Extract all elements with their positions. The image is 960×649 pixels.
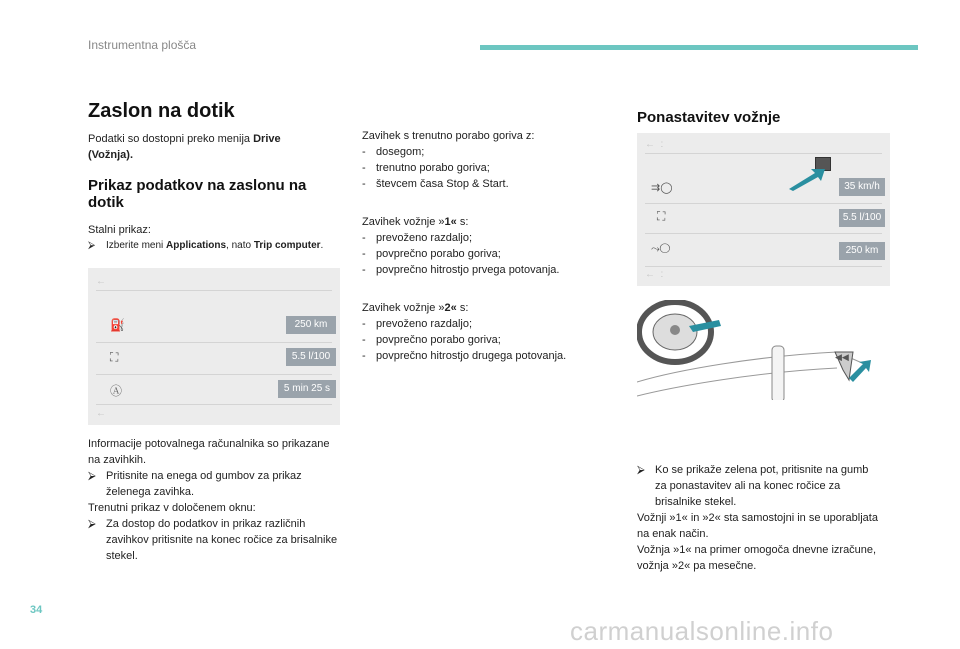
info-text-2: Trenutni prikaz v določenem oknu:	[88, 502, 256, 514]
column-left	[88, 100, 338, 253]
step-bullet	[88, 238, 338, 253]
reset-para-2: Vožnja »1« na primer omogoča dnevne izračune, vožnja »2« pa mesečne.	[637, 544, 877, 572]
stop-start-icon: Ⓐ	[110, 384, 123, 398]
arrow-pointer-icon	[789, 167, 829, 191]
trip2-intro: Zavihek vožnje »2« s:	[362, 302, 469, 314]
list-item: - povprečno porabo goriva;	[362, 248, 501, 260]
watermark: carmanualsonline.info	[570, 616, 834, 646]
intro-plain: Podatki so dostopni preko menija	[88, 133, 254, 145]
fuel-consumption-icon: ⛶	[110, 350, 119, 364]
trip-computer-screen	[88, 268, 340, 425]
reset-para-1: Vožnji »1« in »2« sta samostojni in se uporabljata na enak način.	[637, 512, 878, 540]
svg-text:◀◀: ◀◀	[835, 353, 849, 363]
page-number: 34	[30, 604, 43, 616]
trip1-intro: Zavihek vožnje »1« s:	[362, 216, 469, 228]
intro-bold-2: (Vožnja).	[88, 149, 134, 161]
list-item: - števcem časa Stop & Start.	[362, 178, 509, 190]
consumption-value: 5.5 l/100	[839, 209, 885, 227]
subtitle: Prikaz podatkov na zaslonu na dotik	[88, 177, 307, 211]
page-title: Zaslon na dotik	[88, 100, 235, 122]
info-block	[88, 436, 340, 564]
list-item: - prevoženo razdaljo;	[362, 232, 473, 244]
info-bullet-2: ⮚ Za dostop do podatkov in prikaz različnih zavihkov pritisnite na konec ročice za brisalnike stekel.	[88, 518, 338, 562]
list-item: - trenutno porabo goriva;	[362, 162, 490, 174]
header-accent-bar	[480, 45, 918, 50]
list-item: - povprečno porabo goriva;	[362, 334, 501, 346]
section-title: Instrumentna plošča	[88, 38, 197, 52]
stop-start-value: 5 min 25 s	[278, 380, 336, 398]
back-arrow-bottom-icon[interactable]: ← :	[645, 269, 664, 280]
steering-wheel-illustration	[637, 300, 890, 400]
list-item: - povprečno hitrostjo prvega potovanja.	[362, 264, 560, 276]
list-item: - dosegom;	[362, 146, 425, 158]
reset-bullet: ⮚ Ko se prikaže zelena pot, pritisnite na gumb za ponastavitev ali na konec ročice za brisalnike stekel.	[637, 464, 869, 508]
intro-text	[88, 131, 338, 163]
tab-current-intro: Zavihek s trenutno porabo goriva z:	[362, 130, 535, 142]
car-distance-icon: ⤳◯	[651, 243, 671, 255]
distance-value: 250 km	[839, 242, 885, 260]
car-speed-icon: ⇉◯	[651, 182, 673, 194]
reset-screen	[637, 133, 890, 286]
consumption-value: 5.5 l/100	[286, 348, 336, 366]
column-middle	[362, 128, 612, 364]
intro-bold: Drive	[253, 133, 281, 145]
permanent-label: Stalni prikaz:	[88, 224, 151, 236]
list-item: - prevoženo razdaljo;	[362, 318, 473, 330]
reset-title: Ponastavitev vožnje	[637, 109, 781, 126]
back-arrow-bottom-icon[interactable]: ←	[96, 408, 106, 419]
info-bullet-1: ⮚ Pritisnite na enega od gumbov za prikaz želenega zavihka.	[88, 470, 302, 498]
list-item: - povprečno hitrostjo drugega potovanja.	[362, 350, 567, 362]
fuel-pump-icon: ⛽	[110, 318, 125, 332]
info-text-1: Informacije potovalnega računalnika so prikazane na zavihkih.	[88, 438, 330, 466]
reset-text-block	[637, 462, 882, 574]
back-arrow-icon[interactable]: ←	[96, 276, 106, 287]
speed-value: 35 km/h	[839, 178, 885, 196]
range-value: 250 km	[286, 316, 336, 334]
back-arrow-icon[interactable]: ← :	[645, 139, 664, 150]
step-text: Izberite meni Applications, nato Trip computer.	[106, 240, 324, 251]
fuel-consumption-icon: ⛶	[657, 209, 666, 223]
bullet-marker: ⮚	[88, 240, 96, 251]
